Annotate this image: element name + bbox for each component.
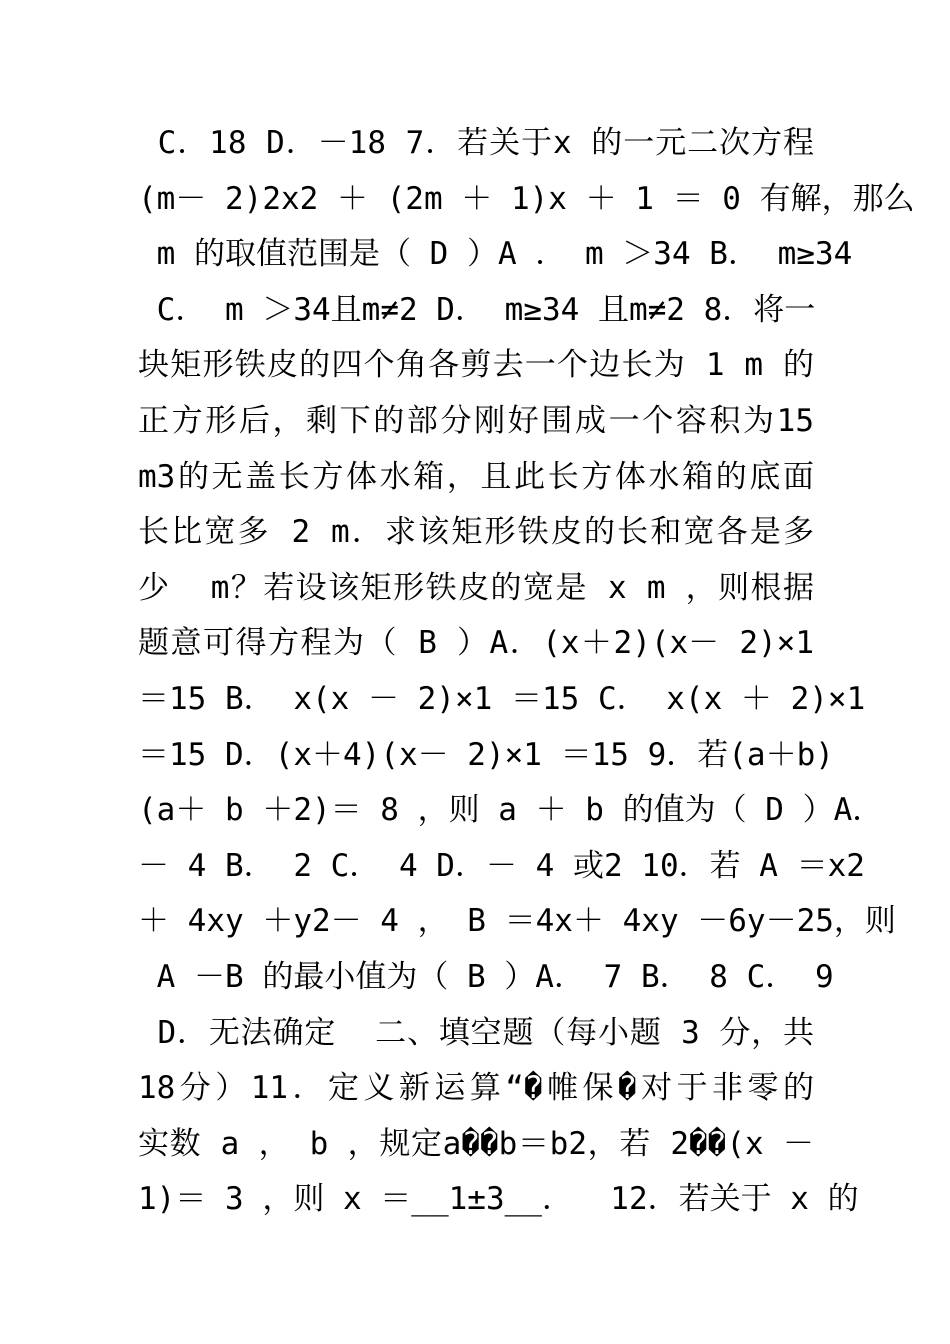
text-line-4: C． m ＞34且m≠2 D． m≥34 且m≠2 8．将一: [138, 291, 816, 328]
text-line-7: m3的无盖长方体水箱，且此长方体水箱的底面: [138, 458, 814, 495]
text-line-9: 少 m？若设该矩形铁皮的宽是 x m ，则根据: [138, 569, 814, 606]
text-line-5: 块矩形铁皮的四个角各剪去一个边长为 1 m 的: [138, 347, 814, 384]
text-line-6: 正方形后，剩下的部分刚好围成一个容积为15: [138, 402, 814, 439]
text-line-20: 1)＝ 3 ，则 x ＝__1±3__． 12．若关于 x 的: [138, 1181, 859, 1218]
text-line-13: (a＋ b ＋2)＝ 8 ，则 a ＋ b 的值为（ D ）A．: [138, 792, 884, 829]
text-line-16: A －B 的最小值为（ B ）A． 7 B． 8 C． 9: [138, 958, 834, 995]
document-text: [138, 116, 915, 1228]
text-line-12: ＝15 D．(x＋4)(x－ 2)×1 ＝15 9．若(a＋b): [138, 736, 834, 773]
text-line-1: C．18 D．－18 7．若关于x 的一元二次方程: [138, 125, 814, 161]
text-line-18: 18分）11．定义新运算“�帷保�对于非零的: [138, 1070, 814, 1107]
text-line-15: ＋ 4xy ＋y2－ 4 ， B ＝4x＋ 4xy －6y－25，则: [138, 903, 896, 940]
text-line-17: D．无法确定 二、填空题（每小题 3 分，共: [138, 1014, 814, 1051]
text-line-10: 题意可得方程为（ B ）A．(x＋2)(x－ 2)×1: [138, 625, 814, 662]
text-line-19: 实数 a ， b ，规定a��b＝b2，若 2��(x －: [138, 1125, 814, 1162]
text-line-2: (m－ 2)2x2 ＋ (2m ＋ 1)x ＋ 1 ＝ 0 有解，那么: [138, 180, 915, 217]
text-line-11: ＝15 B． x(x － 2)×1 ＝15 C． x(x ＋ 2)×1: [138, 680, 866, 717]
text-line-3: m 的取值范围是（ D ）A ． m ＞34 B． m≥34: [138, 236, 853, 273]
text-line-14: － 4 B． 2 C． 4 D．－ 4 或2 10．若 A ＝x2: [138, 847, 865, 884]
text-line-8: 长比宽多 2 m．求该矩形铁皮的长和宽各是多: [138, 514, 814, 551]
